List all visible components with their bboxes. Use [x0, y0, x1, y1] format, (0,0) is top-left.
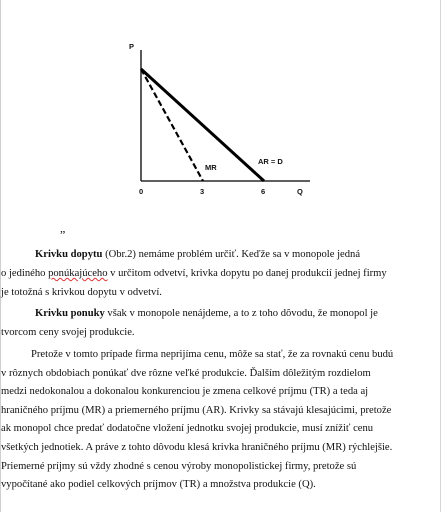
ar-demand-line [141, 69, 264, 181]
spellcheck-word: ponúkajúceho [48, 268, 108, 279]
origin-label: 0 [139, 187, 144, 196]
demand-curve-figure [110, 30, 320, 202]
axis-p-label: P [129, 42, 135, 51]
axis-q-label: Q [297, 187, 303, 196]
page-right-border [440, 0, 441, 512]
mr-label: MR [205, 163, 217, 172]
term-demand-curve: Krivku dopytu [35, 249, 103, 260]
ar-d-label: AR = D [258, 157, 283, 166]
tick-6-label: 6 [261, 187, 266, 196]
paragraph-supply: Krivku ponuky však v monopole nenájdeme, a to z toho dôvodu, že monopol je tvorcom ceny svojej produkcie. [1, 308, 378, 338]
paragraph-monopoly: Pretože v tomto prípade firma neprijíma cenu, môže sa stať, že za rovnakú cenu budú v rôznych obdobiach ponúkať dve rôzne veľké produkcie. Ďalším dôležitým rozdielom medzi nedokonalou a dokonalou konkurenciou je zmena celkové príjmu (TR) a teda aj hraničného príjmu (MR) a priemerného príjmu (AR). Krivky sa stávajú klesajúcimi, pretože ak monopol chce predať dodatočne vložení jednotku svojej produkcie, musí znížiť cenu všetkých jednotiek. A práve z tohto dôvodu klesá krivka hraničného príjmu (MR) rýchlejšie. Priemerné príjmy sú vždy zhodné s cenou výroby monopolistickej firmy, pretože sú vypočítané ako podiel celkových príjmov (TR) a množstva produkcie (Q). [1, 349, 394, 491]
quote-mark: „ [60, 221, 66, 235]
paragraph-demand: Krivku dopytu (Obr.2) nemáme problém určiť. Keďže sa v monopole jedná o jediného ponúkajúceho v určitom odvetví, krivka dopytu po danej produkcií jednej firmy je totožná s krivkou dopytu v odvetví. [1, 249, 387, 298]
term-supply-curve: Krivku ponuky [35, 308, 105, 319]
tick-3-label: 3 [200, 187, 205, 196]
mr-line [141, 69, 203, 181]
figure-svg [110, 30, 320, 202]
